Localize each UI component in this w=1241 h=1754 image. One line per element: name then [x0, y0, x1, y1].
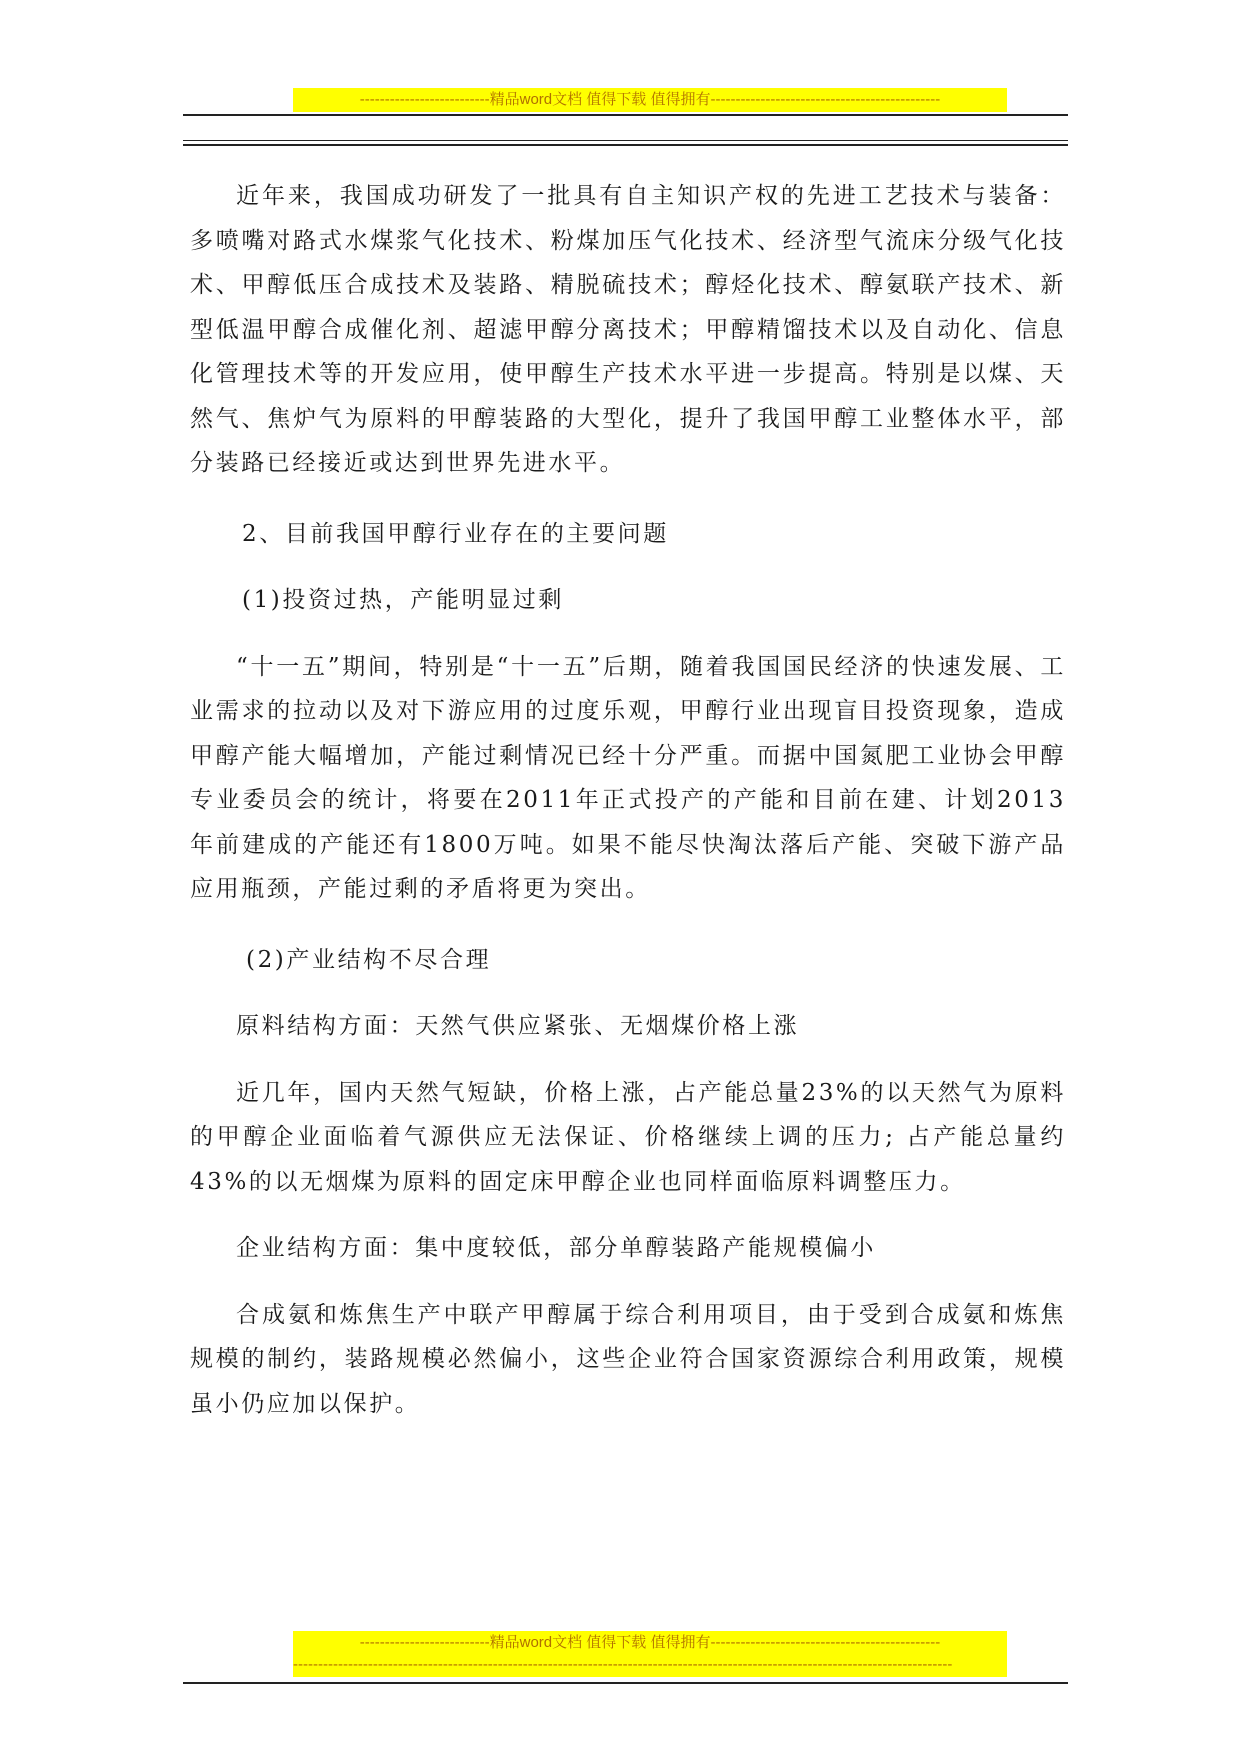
- subheading-industry-structure: (2)产业结构不尽合理: [246, 946, 492, 973]
- paragraph-raw-material: 近几年，国内天然气短缺，价格上涨，占产能总量23%的以天然气为原料的甲醇企业面临着气源供应无法保证、价格继续上调的压力; 占产能总量约43%的以无烟煤为原料的固定床甲醇企业也同样面临原料调整压力。: [190, 1079, 1066, 1195]
- paragraph-tech-achievements: 近年来，我国成功研发了一批具有自主知识产权的先进工艺技术与装备：多喷嘴对路式水煤浆气化技术、粉煤加压气化技术、经济型气流床分级气化技术、甲醇低压合成技术及装路、精脱硫技术；醇烃化技术、醇氨联产技术、新型低温甲醇合成催化剂、超滤甲醇分离技术；甲醇精馏技术以及自动化、信息化管理技术等的开发应用，使甲醇生产技术水平进一步提高。特别是以煤、天然气、焦炉气为原料的甲醇装路的大型化，提升了我国甲醇工业整体水平，部分装路已经接近或达到世界先进水平。: [190, 183, 1066, 476]
- header-banner: --------------------------精品word文档 值得下载 值得拥有----------------------------------------------: [293, 88, 1007, 112]
- section-heading-main-problems: 2、目前我国甲醇行业存在的主要问题: [242, 520, 669, 547]
- footer-rule: [183, 1682, 1068, 1684]
- subheading-enterprise-structure: 企业结构方面：集中度较低，部分单醇装路产能规模偏小: [236, 1235, 876, 1261]
- footer-dash-line: ------------------------------------------------------------------------------------------------------------------------------------: [293, 1655, 1007, 1677]
- subheading-overinvestment: (1)投资过热，产能明显过剩: [242, 587, 564, 613]
- header-rule: [183, 114, 1068, 116]
- header-double-rule-thin: [183, 140, 1068, 141]
- document-body: [190, 174, 1066, 1426]
- paragraph-enterprise: 合成氨和炼焦生产中联产甲醇属于综合利用项目，由于受到合成氨和炼焦规模的制约，装路规模必然偏小，这些企业符合国家资源综合利用政策，规模虽小仍应加以保护。: [190, 1301, 1066, 1417]
- footer-banner: --------------------------精品word文档 值得下载 值得拥有----------------------------------------------: [293, 1631, 1007, 1655]
- subheading-raw-material-structure: 原料结构方面：天然气供应紧张、无烟煤价格上涨: [236, 1013, 800, 1039]
- header-double-rule-thick: [183, 144, 1068, 146]
- paragraph-overcapacity: “十一五”期间，特别是“十一五”后期，随着我国国民经济的快速发展、工业需求的拉动以及对下游应用的过度乐观，甲醇行业出现盲目投资现象，造成甲醇产能大幅增加，产能过剩情况已经十分严重。而据中国氮肥工业协会甲醇专业委员会的统计，将要在2011年正式投产的产能和目前在建、计划2013年前建成的产能还有1800万吨。如果不能尽快淘汰落后产能、突破下游产品应用瓶颈，产能过剩的矛盾将更为突出。: [190, 653, 1066, 902]
